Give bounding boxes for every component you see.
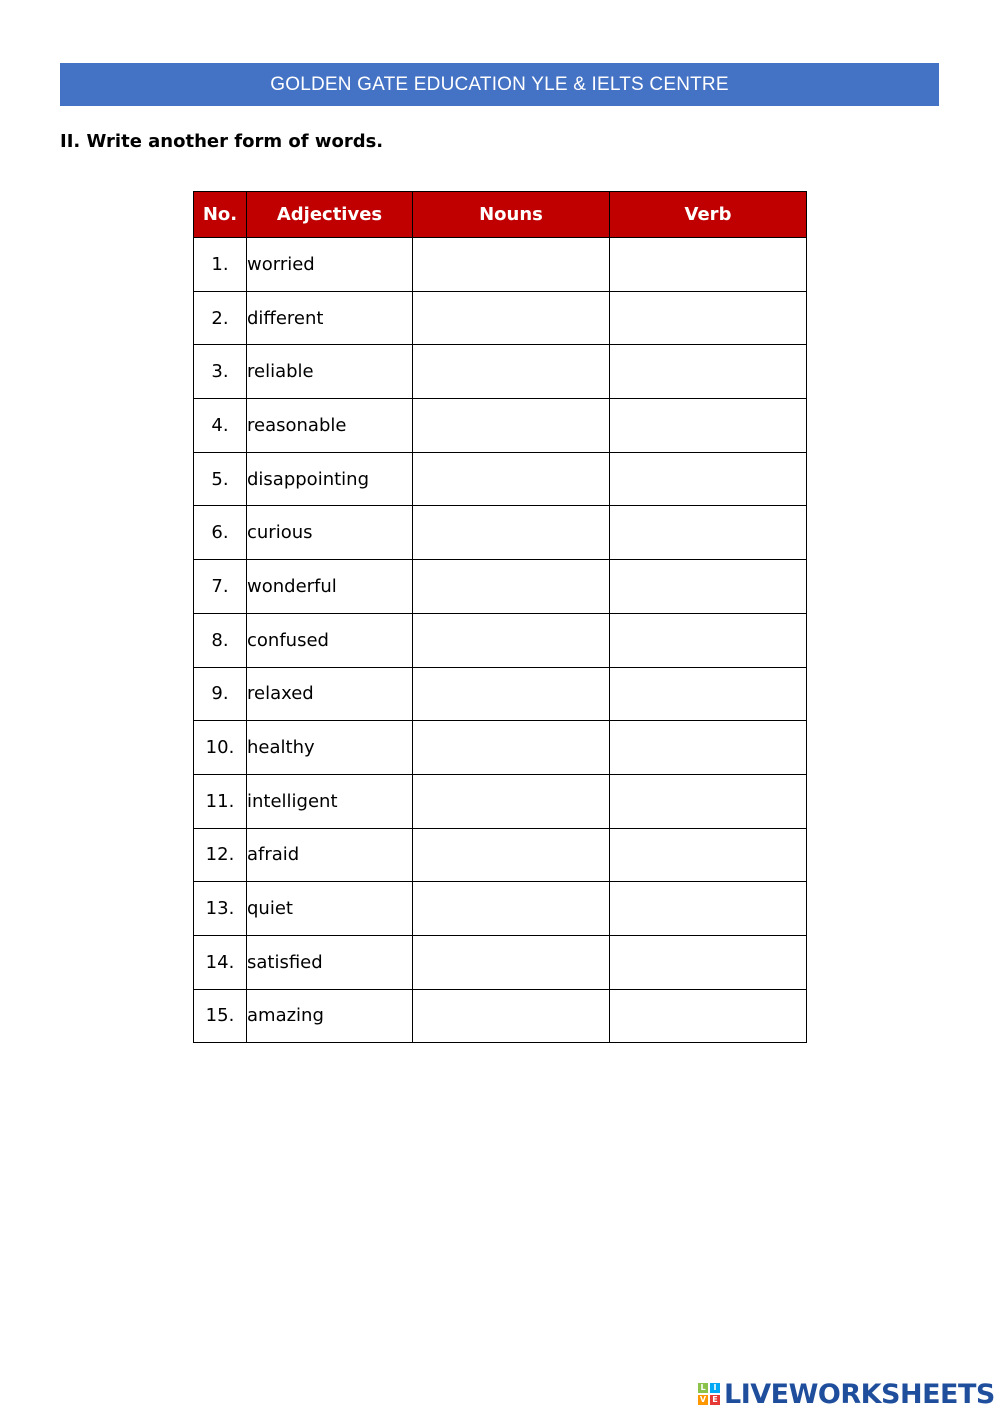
row-number: 12.	[194, 828, 247, 882]
table-row	[194, 345, 807, 399]
row-adjective: reliable	[247, 345, 413, 399]
row-verb-answer[interactable]	[610, 935, 807, 989]
row-noun-answer[interactable]	[413, 828, 610, 882]
row-adjective: confused	[247, 613, 413, 667]
row-adjective: different	[247, 291, 413, 345]
row-verb-answer[interactable]	[610, 345, 807, 399]
row-number: 9.	[194, 667, 247, 721]
table-body	[194, 238, 807, 1043]
row-noun-answer[interactable]	[413, 774, 610, 828]
row-noun-answer[interactable]	[413, 452, 610, 506]
word-forms-table	[193, 191, 807, 1043]
table-row	[194, 721, 807, 775]
row-noun-answer[interactable]	[413, 345, 610, 399]
row-verb-answer[interactable]	[610, 989, 807, 1043]
row-number: 5.	[194, 452, 247, 506]
row-noun-answer[interactable]	[413, 291, 610, 345]
row-adjective: afraid	[247, 828, 413, 882]
table-row	[194, 291, 807, 345]
row-number: 7.	[194, 560, 247, 614]
row-adjective: amazing	[247, 989, 413, 1043]
table-row	[194, 935, 807, 989]
logo-letter-v: V	[699, 1395, 707, 1404]
logo-text: LIVEWORKSHEETS	[724, 1378, 995, 1410]
row-number: 11.	[194, 774, 247, 828]
table-row	[194, 506, 807, 560]
row-noun-answer[interactable]	[413, 882, 610, 936]
header-adjectives: Adjectives	[247, 192, 413, 238]
row-number: 4.	[194, 399, 247, 453]
header-banner	[60, 63, 939, 106]
table-row	[194, 560, 807, 614]
liveworksheets-logo	[698, 1378, 995, 1410]
row-verb-answer[interactable]	[610, 613, 807, 667]
header-verb: Verb	[610, 192, 807, 238]
table-row	[194, 238, 807, 292]
row-verb-answer[interactable]	[610, 774, 807, 828]
row-adjective: healthy	[247, 721, 413, 775]
row-verb-answer[interactable]	[610, 828, 807, 882]
table-row	[194, 667, 807, 721]
row-number: 2.	[194, 291, 247, 345]
logo-letter-e: E	[710, 1395, 720, 1405]
table-row	[194, 399, 807, 453]
header-no: No.	[194, 192, 247, 238]
row-noun-answer[interactable]	[413, 667, 610, 721]
row-adjective: worried	[247, 238, 413, 292]
row-noun-answer[interactable]	[413, 399, 610, 453]
row-noun-answer[interactable]	[413, 721, 610, 775]
header-title: GOLDEN GATE EDUCATION YLE & IELTS CENTRE	[270, 74, 729, 95]
logo-letter-l: L	[698, 1383, 708, 1393]
row-noun-answer[interactable]	[413, 560, 610, 614]
table-row	[194, 828, 807, 882]
row-verb-answer[interactable]	[610, 506, 807, 560]
table-header-row	[194, 192, 807, 238]
table-row	[194, 774, 807, 828]
row-number: 8.	[194, 613, 247, 667]
row-adjective: satisfied	[247, 935, 413, 989]
row-noun-answer[interactable]	[413, 935, 610, 989]
row-noun-answer[interactable]	[413, 613, 610, 667]
row-number: 10.	[194, 721, 247, 775]
row-number: 14.	[194, 935, 247, 989]
logo-mark	[698, 1383, 720, 1405]
row-verb-answer[interactable]	[610, 721, 807, 775]
row-number: 1.	[194, 238, 247, 292]
table-row	[194, 882, 807, 936]
table-row	[194, 452, 807, 506]
row-verb-answer[interactable]	[610, 399, 807, 453]
row-number: 13.	[194, 882, 247, 936]
row-adjective: curious	[247, 506, 413, 560]
row-noun-answer[interactable]	[413, 238, 610, 292]
row-adjective: intelligent	[247, 774, 413, 828]
row-verb-answer[interactable]	[610, 560, 807, 614]
header-nouns: Nouns	[413, 192, 610, 238]
row-noun-answer[interactable]	[413, 989, 610, 1043]
row-verb-answer[interactable]	[610, 452, 807, 506]
row-verb-answer[interactable]	[610, 667, 807, 721]
logo-letter-i: I	[710, 1383, 720, 1393]
row-number: 3.	[194, 345, 247, 399]
instruction-text: II. Write another form of words.	[60, 131, 384, 152]
row-adjective: disappointing	[247, 452, 413, 506]
row-adjective: quiet	[247, 882, 413, 936]
row-verb-answer[interactable]	[610, 882, 807, 936]
row-noun-answer[interactable]	[413, 506, 610, 560]
row-adjective: reasonable	[247, 399, 413, 453]
row-number: 15.	[194, 989, 247, 1043]
row-adjective: relaxed	[247, 667, 413, 721]
row-number: 6.	[194, 506, 247, 560]
row-adjective: wonderful	[247, 560, 413, 614]
row-verb-answer[interactable]	[610, 238, 807, 292]
table-row	[194, 613, 807, 667]
table-row	[194, 989, 807, 1043]
row-verb-answer[interactable]	[610, 291, 807, 345]
